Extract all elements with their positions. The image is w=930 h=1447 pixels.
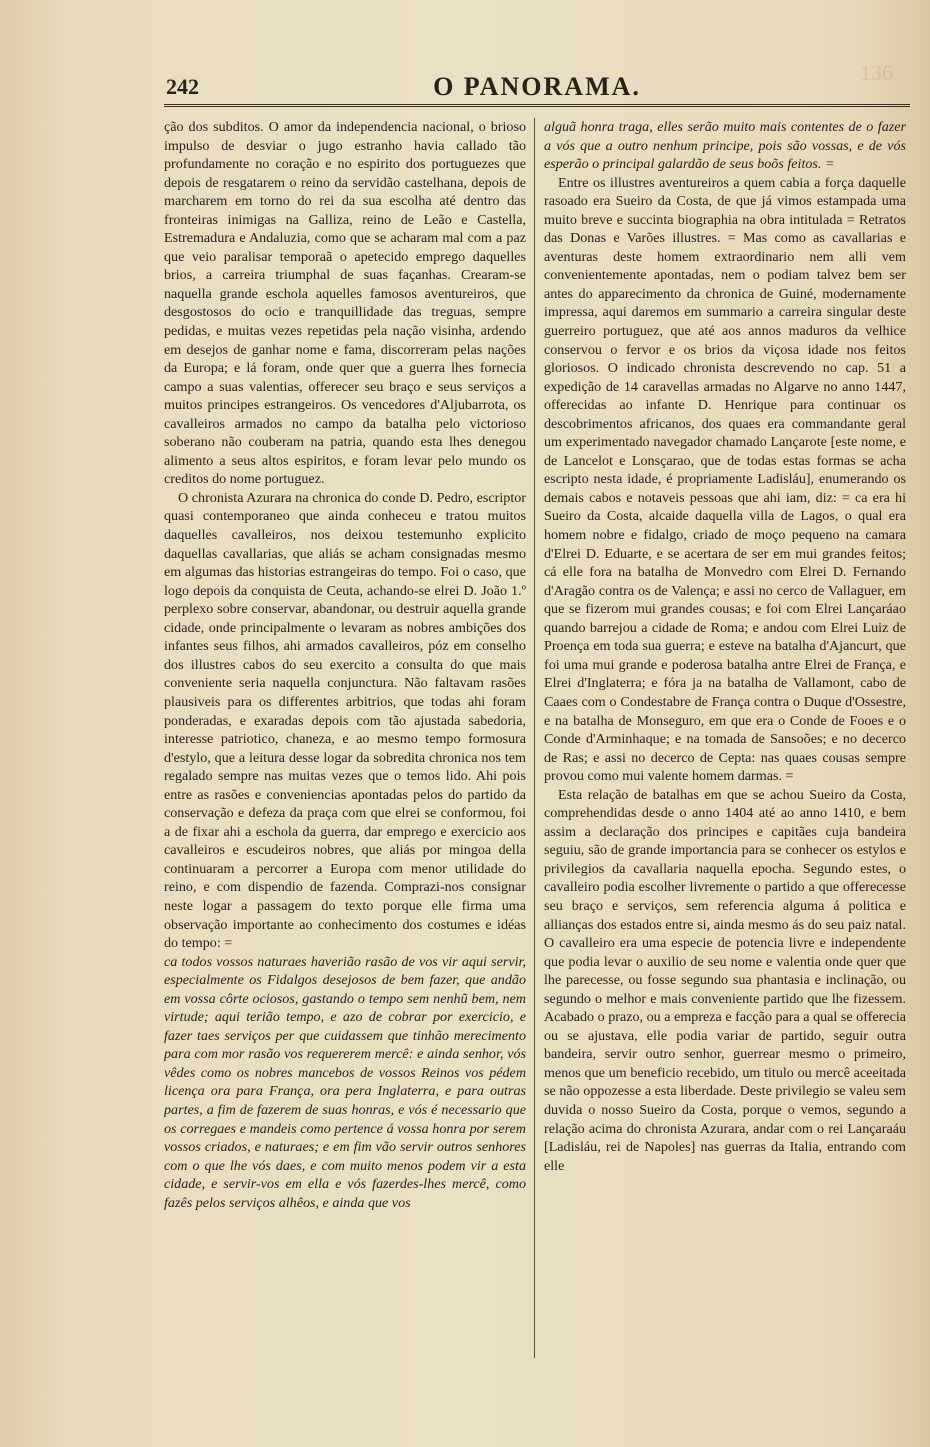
bleed-through-mark: 136 <box>860 60 893 85</box>
paragraph: ção dos subditos. O amor da independencia nacional, o brioso impulso de desviar o jugo estranho havia callado tão profundamente no coração e no espirito dos portuguezes que depois de resgatarem o reino da servidão castelhana, depois de marcharem em torno do rei da sua escolha até dentro das fronteiras inimigas na Galliza, reino de Leão e Castella, Estremadura e Andaluzia, como que se acharam mal com a paz que veio paralisar temporaã o apetecido emprego daquelles brios, a carreira triumphal de suas façanhas. Crearam-se naquella grande eschola aquelles famosos aventureiros, que desgostosos do ocio e tranquillidade das treguas, sempre pedidas, e muitas vezes repetidas pela nação visinha, ardendo em desejos de ganhar nome e fama, discorreram pelas nações da Europa; e lá foram, onde quer que a guerra lhes fornecia campo a suas valentias, offerecer seu braço e seus serviços a muitos principes estrangeiros. Os vencedores d'Aljubarrota, os cavalleiros armados no campo da batalha pelo victorioso soberano não couberam na patria, quando esta lhes denegou alimento a seus altos espiritos, e foram levar pelo mundo os creditos do nome portuguez. <box>164 119 526 488</box>
paragraph: Esta relação de batalhas em que se achou Sueiro da Costa, comprehendidas desde o anno 1404 até ao anno 1410, e bem assim a declaração dos principes e capitães cuja bandeira seguiu, são de grande importancia para se conhecer os estylos e privilegios da cavallaria naquella epocha. Segundo estes, o cavalleiro podia escolher livremente o partido a que offerecesse seu braço e serviços, sem referencia alguma á politica e allianças dos estados entre si, ainda mesmo ás do seu paiz natal. O cavalleiro era uma especie de potencia livre e independente que podia levar o auxilio de seu nome e valentia onde quer que lhe parecesse, ou fosse segundo sua phantasia e inclinação, ou segundo o melhor e mais conveniente partido que lhe fizessem. Acabado o prazo, ou a empreza e facção para a qual se offerecia ou se ajustava, elle podia variar de partido, seguir outra bandeira, servir outro senhor, guerrear mesmo o primeiro, menos que um beneficio recebido, um titulo ou mercê aceeitada se não oppozesse a esta liberdade. Deste privilegio se valeu sem duvida o nosso Sueiro da Costa, porque o vemos, segundo a relação acima do chronista Azurara, andar com o rei Lançaraáu [Ladisláu, rei de Napoles] nas guerras da Italia, entrando com elle <box>544 786 906 1174</box>
page-number: 242 <box>166 74 199 99</box>
page-header <box>166 70 908 106</box>
paragraph: Entre os illustres aventureiros a quem cabia a força daquelle rasoado era Sueiro da Costa, de que já vimos estampada uma muito breve e succinta biographia na obra intitulada = Retratos das Donas e Varões illustres. = Mas como as cavallarias e aventuras deste homem extraordinario nem alli vem convenientemente apontadas, nem o podiam talvez bem ser antes do apparecimento da chronica de Guiné, modernamente impressa, aqui daremos em summario a carreira singular deste guerreiro portuguez, que até aos annos maduros da velhice conservou o fervor e os brios da viçosa idade nos feitos gloriosos. O indicado chronista descrevendo no cap. 51 a expedição de 14 caravellas armadas no Algarve no anno 1447, offerecidas ao infante D. Henrique para continuar os descobrimentos africanos, dos quaes era commandante geral um experimentado navegador chamado Lançarote [este nome, e de Lancelot e Lonsçarao, que de todas estas formas se acha escripto nesta idade, é propriamente Ladisláu], enumerando os demais cabos e notaveis pessoas que ahi iam, diz: = ca era hi Sueiro da Costa, alcaide daquella villa de Lagos, o qual era homem nobre e fidalgo, criado de moço pequeno na camara d'Elrei D. Eduarte, e se acertara de ser em mui grandes feitos; cá elle fora na batalha de Monvedro com Elrei D. Fernando d'Aragão contra os de Valença; e assi no cerco de Vallaguer, em que se fizerom mui grandes cousas; e foi com Elrei Lançaráao quando barrejou a cidade de Roma; e andou com Elrei Luiz de Proença em toda sua guerra; e esteve na batalha d'Ajancurt, que foi uma mui grande e poderosa batalha antre Elrei de França, e Elrei d'Inglaterra; e fóra ja na batalha de Vallamont, cabo de Caaes com o Condestabre de França contra o Duque d'Ossestre, e na batalha de Monseguro, em que era o Conde de Fooes e o Conde d'Arminhaque; e na tomada de Sansoões; e no decerco de Ras; e assi no decerco de Cepta: nas quaes cousas sempre provou como mui valente homem darmas. = <box>544 174 906 785</box>
left-column <box>164 118 526 1368</box>
paragraph: ca todos vossos naturaes haverião rasão de vos vir aqui servir, especialmente os Fidalgos desejosos de bem fazer, que andão em vossa côrte ociosos, gastando o tempo sem nenhũ bem, nem virtude; aqui terião tempo, e azo de cobrar por exercicio, e fazer taes serviços per que cuidassem que tinhão merecimento para com mor rasão vos requererem mercê: e ainda senhor, vós vêdes como os nobres mancebos de vossos Reinos vos pédem licença ora para França, ora pera Inglaterra, e para outras partes, a fim de fazerem de suas honras, e vós é necessario que os corregaes e mandeis como pertence á vossa honra por serem vossos criados, e naturaes; e em fim vão servir outros senhores com o que lhe vós daes, e com muito menos podem vir a esta cidade, e servir-vos em ella e vós fazerdes-lhes mercê, como fazês pelos serviços alhêos, e ainda que vos <box>164 953 526 1211</box>
paragraph: O chronista Azurara na chronica do conde D. Pedro, escriptor quasi contemporaneo que ainda conheceu e tratou muitos daquelles cavalleiros, nos deixou testemunho explicito daquellas cavallarias, que aliás se acham consignadas mesmo em algumas das historias estrangeiras do tempo. Foi o caso, que logo depois da conquista de Ceuta, achando-se elrei D. João 1.º perplexo sobre conservar, abandonar, ou destruir aquella grande cidade, onde principalmente o levaram as nobres ambições dos infantes seus filhos, ahi armados cavalleiros, póz em conselho dos illustres cabos do seu exercito a consulta do que mais conveniente seria naquella conjunctura. Não faltavam rasões plausiveis para os differentes arbitrios, que todas ahi foram ponderadas, e exaradas depois com tão ajustada sabedoria, interesse patriotico, chaneza, e ao mesmo tempo formosura d'estylo, que a leitura desse logar da sobredita chronica nos tem regalado sempre nas muitas vezes que o temos lido. Ahi pois entre as rasões e conveniencias apontadas pelos do partido da conservação e defeza da praça com que elrei se conformou, foi a de fixar ahi a eschola da guerra, dar emprego e exercicio aos cavalleiros e escudeiros nobres, que aliás por mingoa della continuaram a percorrer a Europa com menor utilidade do reino, e com dispendio de fazenda. Comprazi-nos consignar neste logar a passagem do texto porque elle firma uma observação importante ao conhecimento dos costumes e idéas do tempo: = <box>164 489 526 952</box>
right-column <box>544 118 906 1368</box>
publication-title: O PANORAMA. <box>433 72 641 101</box>
header-rule <box>164 104 910 107</box>
paragraph: alguã honra traga, elles serão muito mais contentes de o fazer a vós que a outro nenhum principe, pois são vossas, e de vós esperão o principal galardão de seus boõs feitos. = <box>544 119 906 173</box>
column-divider <box>534 118 535 1358</box>
